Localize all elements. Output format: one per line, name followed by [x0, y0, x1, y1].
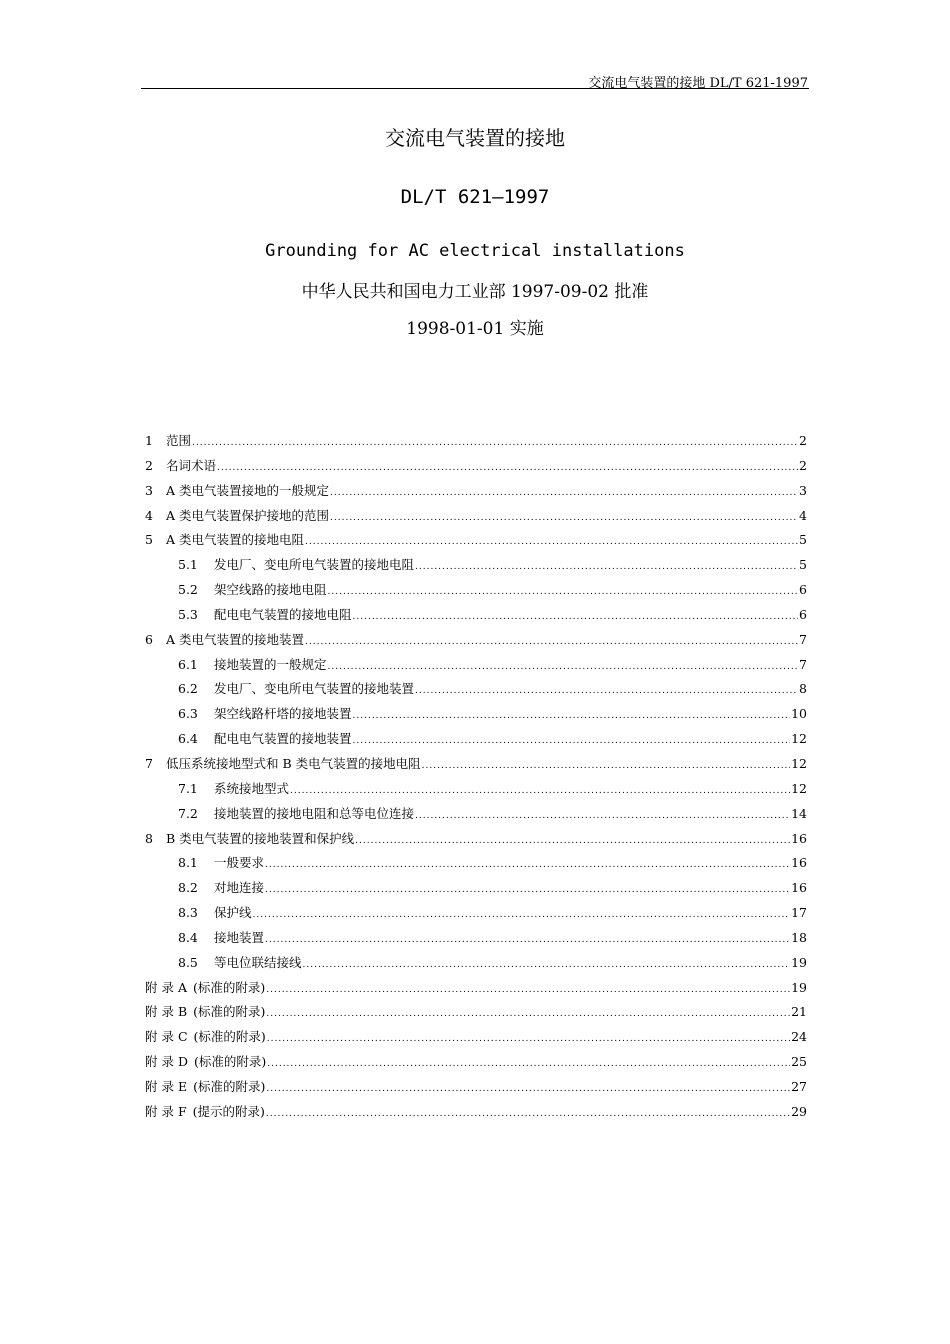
- toc-entry-title: A 类电气装置的接地电阻: [166, 532, 305, 548]
- toc-entry[interactable]: [145, 903, 807, 928]
- toc-entry-title: 系统接地型式: [214, 780, 290, 796]
- toc-dot-leader: [253, 910, 791, 920]
- toc-entry-title: 发电厂、变电所电气装置的接地装置: [214, 681, 415, 697]
- toc-entry-page: 29: [791, 1103, 807, 1119]
- toc-entry-number: 5.2: [178, 582, 198, 598]
- toc-entry-number: 8: [145, 830, 153, 846]
- toc-entry-title: 配电电气装置的接地电阻: [214, 606, 352, 622]
- toc-dot-leader: [330, 513, 798, 523]
- toc-entry-number: 附 录 C: [145, 1029, 188, 1045]
- toc-entry-title: 架空线路的接地电阻: [214, 582, 327, 598]
- toc-entry[interactable]: [145, 804, 807, 829]
- toc-entry-title: 架空线路杆塔的接地装置: [214, 706, 352, 722]
- toc-entry[interactable]: [145, 555, 807, 580]
- toc-entry-title: (标准的附录): [192, 979, 266, 995]
- toc-entry[interactable]: [145, 655, 807, 680]
- toc-entry-page: 16: [791, 880, 807, 896]
- toc-entry-title: 对地连接: [214, 880, 265, 896]
- toc-entry-number: 5.1: [178, 557, 198, 573]
- toc-entry-page: 7: [799, 656, 807, 672]
- toc-entry-title: 接地装置: [214, 929, 265, 945]
- toc-entry-number: 8.3: [178, 905, 198, 921]
- toc-entry-title: B 类电气装置的接地装置和保护线: [166, 830, 355, 846]
- toc-entry-number: 8.2: [178, 880, 198, 896]
- toc-entry-page: 7: [799, 631, 807, 647]
- toc-dot-leader: [266, 1109, 790, 1119]
- toc-entry[interactable]: [145, 679, 807, 704]
- toc-entry-title: 范围: [166, 433, 192, 448]
- toc-entry[interactable]: [145, 704, 807, 729]
- toc-entry-page: 5: [799, 557, 807, 573]
- toc-entry[interactable]: [145, 878, 807, 903]
- toc-entry[interactable]: [145, 953, 807, 978]
- toc-entry-number: 1: [145, 433, 153, 448]
- header-rule: [141, 88, 809, 89]
- toc-entry-title: 名词术语: [166, 457, 217, 473]
- toc-dot-leader: [265, 885, 790, 895]
- toc-dot-leader: [266, 1009, 790, 1019]
- toc-entry[interactable]: [145, 729, 807, 754]
- toc-entry-number: 附 录 F: [145, 1103, 187, 1119]
- toc-entry-page: 10: [791, 706, 807, 722]
- toc-dot-leader: [290, 786, 790, 796]
- toc-entry-title: (标准的附录): [193, 1029, 266, 1045]
- toc-entry-page: 5: [799, 532, 807, 548]
- toc-entry-title: 一般要求: [214, 855, 265, 871]
- running-header: 交流电气装置的接地 DL/T 621-1997: [588, 76, 808, 91]
- toc-entry-number: 8.4: [178, 929, 198, 945]
- toc-dot-leader: [328, 662, 799, 672]
- toc-entry[interactable]: [145, 605, 807, 630]
- toc-dot-leader: [330, 488, 798, 498]
- toc-dot-leader: [267, 1059, 790, 1069]
- english-title: Grounding for AC electrical installations: [265, 241, 685, 261]
- toc-entry-title: (标准的附录): [193, 1054, 267, 1070]
- toc-entry-number: 7.1: [178, 780, 198, 796]
- toc-entry[interactable]: [145, 506, 807, 531]
- toc-dot-leader: [192, 438, 798, 448]
- toc-entry-page: 18: [791, 929, 807, 945]
- toc-entry-page: 3: [799, 482, 807, 498]
- implementation-line: 1998-01-01 实施: [406, 319, 544, 339]
- table-of-contents: [145, 431, 807, 1127]
- toc-entry-title: (标准的附录): [193, 1004, 266, 1020]
- toc-dot-leader: [355, 836, 790, 846]
- toc-entry-page: 16: [791, 855, 807, 871]
- toc-dot-leader: [217, 463, 798, 473]
- toc-entry[interactable]: [145, 779, 807, 804]
- toc-entry-number: 8.1: [178, 855, 198, 871]
- toc-entry-number: 附 录 D: [145, 1054, 188, 1070]
- toc-entry-page: 4: [799, 507, 807, 523]
- toc-entry-number: 7: [145, 755, 153, 771]
- toc-entry-page: 12: [791, 780, 807, 796]
- document-title: 交流电气装置的接地: [385, 126, 565, 150]
- toc-entry[interactable]: [145, 1027, 807, 1052]
- toc-entry[interactable]: [145, 1102, 807, 1127]
- toc-entry-page: 21: [791, 1004, 807, 1020]
- toc-entry[interactable]: [145, 630, 807, 655]
- toc-entry-number: 5.3: [178, 606, 198, 622]
- toc-entry[interactable]: [145, 580, 807, 605]
- toc-entry-page: 12: [791, 731, 807, 747]
- toc-entry[interactable]: [145, 456, 807, 481]
- toc-entry-page: 6: [799, 606, 807, 622]
- toc-entry-number: 附 录 E: [145, 1078, 188, 1094]
- toc-entry-number: 4: [145, 507, 153, 523]
- toc-entry-number: 6.1: [178, 656, 198, 672]
- toc-entry[interactable]: [145, 928, 807, 953]
- toc-dot-leader: [415, 562, 798, 572]
- toc-entry[interactable]: [145, 481, 807, 506]
- toc-dot-leader: [265, 860, 790, 870]
- toc-dot-leader: [265, 935, 790, 945]
- toc-dot-leader: [266, 1084, 790, 1094]
- toc-dot-leader: [328, 587, 799, 597]
- standard-code: DL/T 621—1997: [400, 186, 550, 208]
- approval-line: 中华人民共和国电力工业部 1997-09-02 批准: [301, 282, 649, 302]
- toc-entry[interactable]: [145, 530, 807, 555]
- toc-dot-leader: [415, 686, 798, 696]
- toc-entry-number: 7.2: [178, 805, 198, 821]
- toc-dot-leader: [305, 537, 798, 547]
- toc-entry-number: 8.5: [178, 954, 198, 970]
- toc-entry-number: 6.4: [178, 731, 198, 747]
- toc-entry-number: 6.2: [178, 681, 198, 697]
- toc-entry-page: 17: [791, 905, 807, 921]
- toc-entry-number: 6.3: [178, 706, 198, 722]
- toc-entry[interactable]: [145, 1002, 807, 1027]
- toc-entry-number: 2: [145, 457, 153, 473]
- toc-entry-title: 接地装置的一般规定: [214, 656, 327, 672]
- toc-entry-title: A 类电气装置的接地装置: [166, 631, 305, 647]
- toc-entry-page: 6: [799, 582, 807, 598]
- toc-entry-title: A 类电气装置接地的一般规定: [166, 482, 330, 498]
- toc-entry-title: 低压系统接地型式和 B 类电气装置的接地电阻: [166, 755, 421, 771]
- toc-entry-page: 27: [791, 1078, 807, 1094]
- toc-entry-title: 配电电气装置的接地装置: [214, 731, 352, 747]
- toc-entry[interactable]: [145, 431, 807, 456]
- toc-entry-title: A 类电气装置保护接地的范围: [166, 507, 330, 523]
- toc-entry-title: 保护线: [214, 905, 252, 921]
- toc-entry-page: 16: [791, 830, 807, 846]
- toc-entry-page: 8: [799, 681, 807, 697]
- toc-entry-page: 14: [791, 805, 807, 821]
- toc-entry-number: 附 录 A: [145, 979, 187, 995]
- toc-entry-number: 6: [145, 631, 153, 647]
- toc-entry[interactable]: [145, 1077, 807, 1102]
- toc-entry-page: 24: [791, 1029, 807, 1045]
- toc-entry-page: 2: [799, 433, 807, 448]
- toc-entry-page: 2: [799, 457, 807, 473]
- toc-entry-title: 发电厂、变电所电气装置的接地电阻: [214, 557, 415, 573]
- toc-dot-leader: [353, 736, 791, 746]
- toc-dot-leader: [353, 711, 791, 721]
- toc-dot-leader: [305, 637, 798, 647]
- toc-dot-leader: [266, 985, 790, 995]
- toc-entry[interactable]: [145, 853, 807, 878]
- toc-entry[interactable]: [145, 829, 807, 854]
- toc-dot-leader: [267, 1034, 790, 1044]
- toc-dot-leader: [422, 761, 790, 771]
- toc-entry-page: 19: [791, 954, 807, 970]
- toc-entry[interactable]: [145, 754, 807, 779]
- toc-entry[interactable]: [145, 1052, 807, 1077]
- toc-dot-leader: [353, 612, 799, 622]
- toc-entry[interactable]: [145, 978, 807, 1003]
- toc-entry-number: 附 录 B: [145, 1004, 188, 1020]
- toc-entry-title: (提示的附录): [192, 1103, 265, 1119]
- toc-dot-leader: [415, 811, 790, 821]
- toc-entry-page: 25: [791, 1054, 807, 1070]
- toc-entry-title: 接地装置的接地电阻和总等电位连接: [214, 805, 415, 821]
- toc-entry-number: 3: [145, 482, 153, 498]
- toc-entry-page: 12: [791, 755, 807, 771]
- toc-entry-title: 等电位联结接线: [214, 954, 302, 970]
- toc-dot-leader: [303, 960, 791, 970]
- toc-entry-title: (标准的附录): [193, 1078, 266, 1094]
- toc-entry-page: 19: [791, 979, 807, 995]
- toc-entry-number: 5: [145, 532, 153, 548]
